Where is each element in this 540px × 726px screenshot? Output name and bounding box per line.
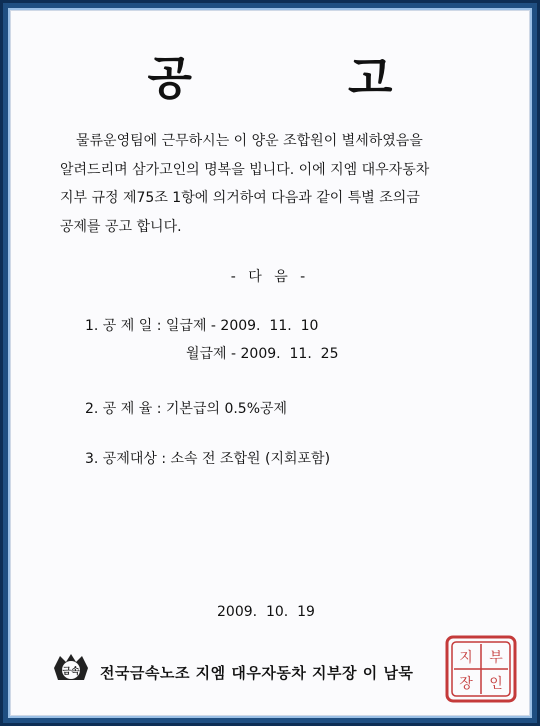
notice-page <box>10 10 530 716</box>
document-paper <box>8 8 532 718</box>
notice-date: 2009. 10. 19 <box>217 604 315 620</box>
body-line-3: 지부 규정 제75조 1항에 의거하여 다음과 같이 특별 조의금 <box>60 190 420 206</box>
body-line-2: 알려드리며 삼가고인의 명복을 빕니다. 이에 지엠 대우자동차 <box>60 161 430 178</box>
item-deduction-date-monthly <box>186 343 338 363</box>
item-label: 3. 공제대상 : <box>85 451 171 467</box>
svg-text:장: 장 <box>459 676 473 692</box>
item-value: 일급제 - 2009. 11. 10 <box>165 318 319 334</box>
body-line-4: 공제를 공고 합니다. <box>60 218 182 235</box>
signature-line: 전국금속노조 지엠 대우자동차 지부장 이 남묵 <box>100 664 414 682</box>
item-deduction-target <box>85 448 330 468</box>
item-value: 월급제 - 2009. 11. 25 <box>186 346 339 362</box>
item-deduction-rate <box>85 398 287 418</box>
item-value: 기본급의 0.5%공제 <box>165 401 288 417</box>
item-value: 소속 전 조합원 (지회포함) <box>170 451 331 467</box>
item-label: 1. 공 제 일 : <box>85 318 166 334</box>
item-deduction-date <box>85 315 318 335</box>
section-heading: - 다 음 - <box>230 269 310 285</box>
union-logo-icon <box>50 650 92 686</box>
item-label: 2. 공 제 율 : <box>85 401 166 417</box>
notice-title: 공 고 <box>147 51 463 105</box>
svg-text:지: 지 <box>459 650 473 666</box>
svg-text:부: 부 <box>489 650 503 666</box>
official-seal-icon <box>444 634 518 704</box>
notice-body <box>60 127 500 241</box>
body-line-1: 물류운영팀에 근무하시는 이 양운 조합원이 별세하였음을 <box>76 133 423 149</box>
logo-text: 금속 <box>62 667 80 677</box>
svg-text:인: 인 <box>489 676 503 692</box>
